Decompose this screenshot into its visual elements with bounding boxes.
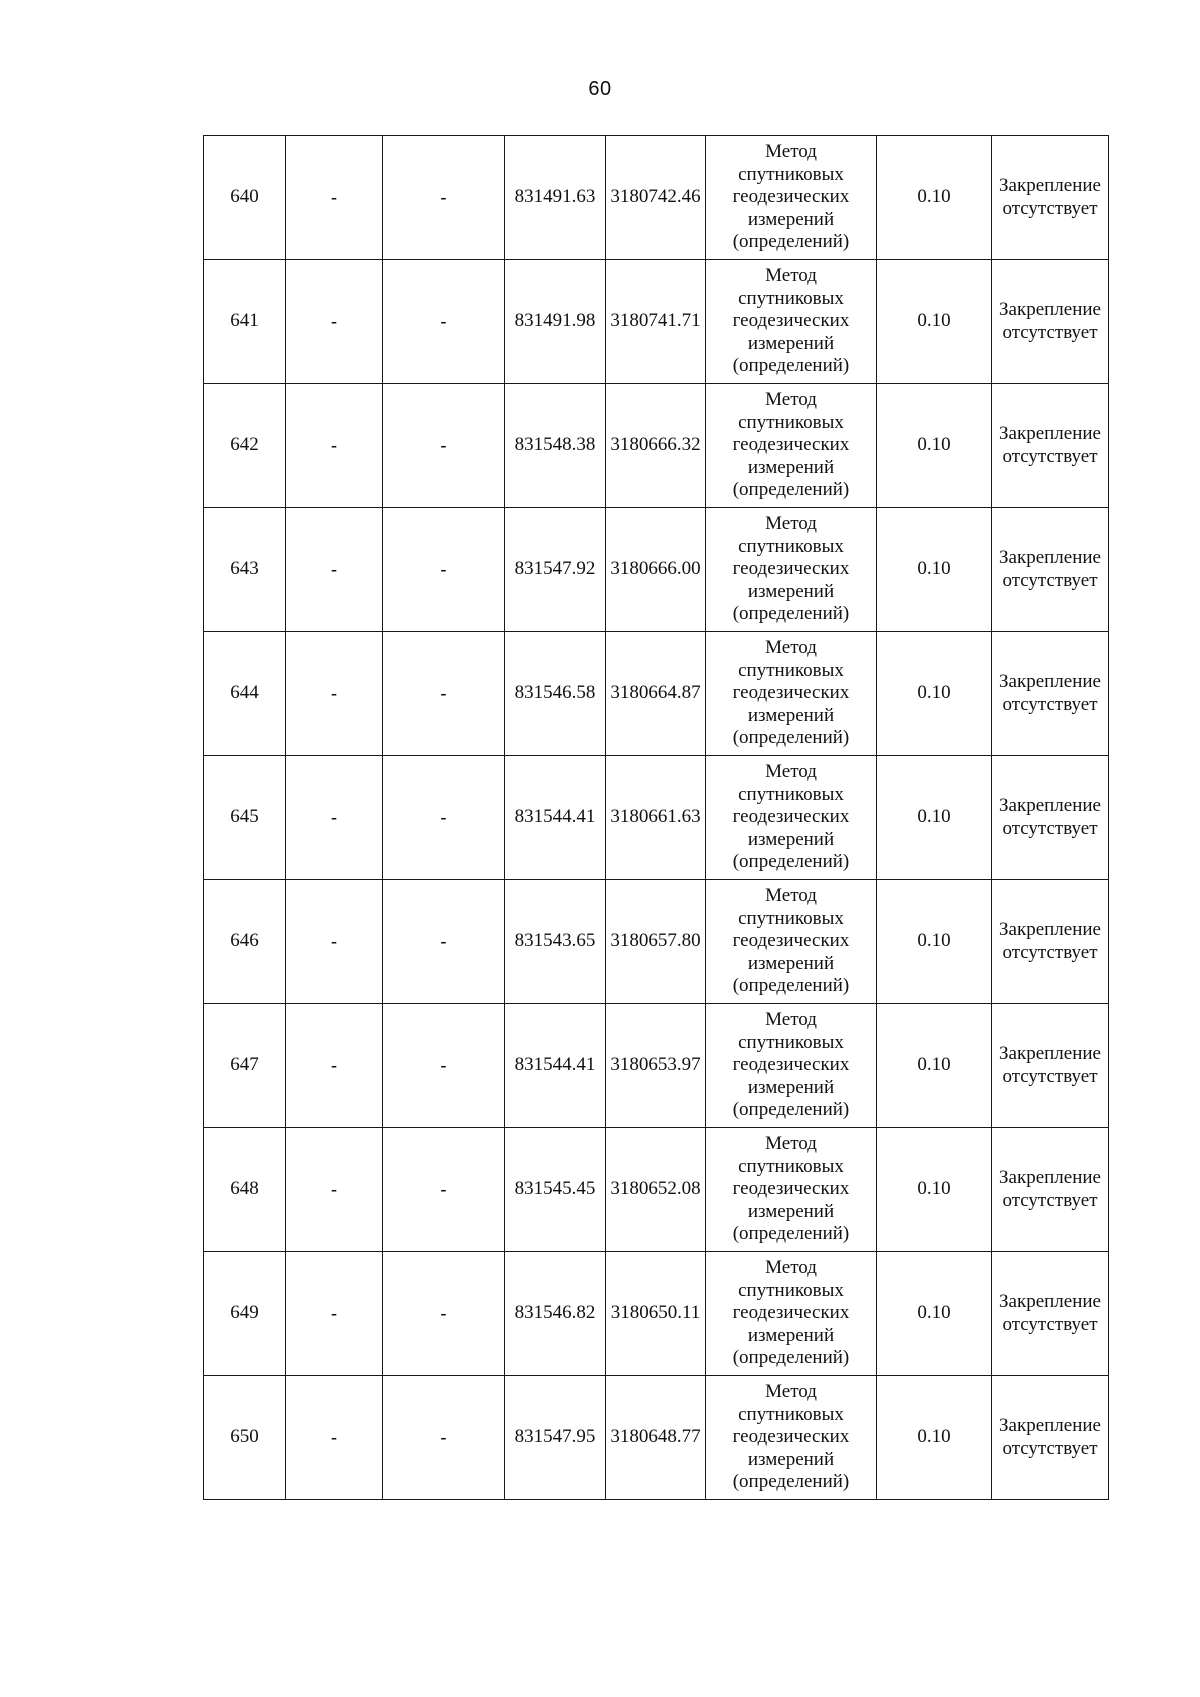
- method-line: измерений: [747, 952, 835, 974]
- x-coordinate-cell: 831491.63: [505, 136, 606, 260]
- fixing-line: Закрепление: [999, 1415, 1101, 1436]
- method-line: (определений): [732, 975, 850, 997]
- method-cell: [706, 136, 877, 260]
- method-line: спутниковых: [738, 1279, 844, 1301]
- table-body: [204, 136, 1109, 1500]
- method-line: (определений): [732, 1099, 850, 1121]
- table-row: [204, 880, 1109, 1004]
- y-coordinate-cell: 3180664.87: [606, 632, 706, 756]
- page-number: 60: [588, 78, 612, 100]
- point-number-cell: 643: [204, 508, 286, 632]
- x-coordinate-cell: 831543.65: [505, 880, 606, 1004]
- method-line: Метод: [765, 141, 817, 163]
- x-coordinate-cell: 831544.41: [505, 1004, 606, 1128]
- fixing-cell: [992, 1376, 1109, 1500]
- x-coordinate-cell: 831546.58: [505, 632, 606, 756]
- accuracy-cell: 0.10: [877, 756, 992, 880]
- method-line: спутниковых: [738, 659, 844, 681]
- method-line: спутниковых: [738, 411, 844, 433]
- method-line: измерений: [747, 704, 835, 726]
- dash-cell-col3: -: [383, 1252, 505, 1376]
- method-line: спутниковых: [738, 783, 844, 805]
- method-line: геодезических: [732, 1054, 850, 1076]
- dash-cell-col2: -: [286, 756, 383, 880]
- method-cell: [706, 1252, 877, 1376]
- method-line: Метод: [765, 389, 817, 411]
- dash-cell-col3: -: [383, 632, 505, 756]
- y-coordinate-cell: 3180661.63: [606, 756, 706, 880]
- method-line: геодезических: [732, 1426, 850, 1448]
- fixing-cell: [992, 1128, 1109, 1252]
- method-line: измерений: [747, 1076, 835, 1098]
- method-line: Метод: [765, 1257, 817, 1279]
- y-coordinate-cell: 3180742.46: [606, 136, 706, 260]
- method-cell: [706, 1128, 877, 1252]
- dash-cell-col2: -: [286, 880, 383, 1004]
- x-coordinate-cell: 831544.41: [505, 756, 606, 880]
- point-number-cell: 640: [204, 136, 286, 260]
- method-line: (определений): [732, 355, 850, 377]
- fixing-line: отсутствует: [1002, 1313, 1098, 1335]
- method-line: геодезических: [732, 1178, 850, 1200]
- y-coordinate-cell: 3180657.80: [606, 880, 706, 1004]
- method-line: Метод: [765, 265, 817, 287]
- accuracy-cell: 0.10: [877, 632, 992, 756]
- fixing-line: Закрепление: [999, 671, 1101, 692]
- accuracy-cell: 0.10: [877, 1252, 992, 1376]
- method-cell: [706, 632, 877, 756]
- fixing-line: Закрепление: [999, 299, 1101, 320]
- table-row: [204, 508, 1109, 632]
- method-line: геодезических: [732, 1302, 850, 1324]
- point-number-cell: 648: [204, 1128, 286, 1252]
- method-line: измерений: [747, 1200, 835, 1222]
- table-row: [204, 1004, 1109, 1128]
- point-number-cell: 649: [204, 1252, 286, 1376]
- fixing-line: отсутствует: [1002, 445, 1098, 467]
- x-coordinate-cell: 831547.92: [505, 508, 606, 632]
- y-coordinate-cell: 3180666.00: [606, 508, 706, 632]
- fixing-cell: [992, 1004, 1109, 1128]
- method-cell: [706, 260, 877, 384]
- method-line: геодезических: [732, 558, 850, 580]
- fixing-line: Закрепление: [999, 1043, 1101, 1064]
- fixing-line: отсутствует: [1002, 693, 1098, 715]
- accuracy-cell: 0.10: [877, 508, 992, 632]
- table-row: [204, 1376, 1109, 1500]
- method-line: Метод: [765, 513, 817, 535]
- table-row: [204, 260, 1109, 384]
- method-line: спутниковых: [738, 535, 844, 557]
- x-coordinate-cell: 831491.98: [505, 260, 606, 384]
- method-line: геодезических: [732, 434, 850, 456]
- dash-cell-col3: -: [383, 136, 505, 260]
- table-row: [204, 756, 1109, 880]
- y-coordinate-cell: 3180741.71: [606, 260, 706, 384]
- fixing-line: отсутствует: [1002, 321, 1098, 343]
- method-line: Метод: [765, 637, 817, 659]
- fixing-line: Закрепление: [999, 1167, 1101, 1188]
- dash-cell-col3: -: [383, 1004, 505, 1128]
- y-coordinate-cell: 3180648.77: [606, 1376, 706, 1500]
- fixing-cell: [992, 632, 1109, 756]
- point-number-cell: 642: [204, 384, 286, 508]
- accuracy-cell: 0.10: [877, 136, 992, 260]
- coordinates-table: [203, 135, 1109, 1500]
- method-line: геодезических: [732, 682, 850, 704]
- point-number-cell: 650: [204, 1376, 286, 1500]
- method-line: спутниковых: [738, 1031, 844, 1053]
- x-coordinate-cell: 831545.45: [505, 1128, 606, 1252]
- method-line: спутниковых: [738, 1403, 844, 1425]
- method-line: измерений: [747, 208, 835, 230]
- method-line: геодезических: [732, 930, 850, 952]
- fixing-line: Закрепление: [999, 1291, 1101, 1312]
- dash-cell-col2: -: [286, 1128, 383, 1252]
- method-line: измерений: [747, 332, 835, 354]
- fixing-line: Закрепление: [999, 175, 1101, 196]
- fixing-line: отсутствует: [1002, 1189, 1098, 1211]
- table-row: [204, 136, 1109, 260]
- accuracy-cell: 0.10: [877, 384, 992, 508]
- accuracy-cell: 0.10: [877, 1376, 992, 1500]
- method-line: (определений): [732, 851, 850, 873]
- method-cell: [706, 508, 877, 632]
- method-line: Метод: [765, 885, 817, 907]
- fixing-cell: [992, 508, 1109, 632]
- fixing-line: отсутствует: [1002, 817, 1098, 839]
- y-coordinate-cell: 3180653.97: [606, 1004, 706, 1128]
- accuracy-cell: 0.10: [877, 1004, 992, 1128]
- method-line: Метод: [765, 1381, 817, 1403]
- table-row: [204, 1128, 1109, 1252]
- dash-cell-col2: -: [286, 1376, 383, 1500]
- dash-cell-col2: -: [286, 632, 383, 756]
- dash-cell-col2: -: [286, 136, 383, 260]
- y-coordinate-cell: 3180650.11: [606, 1252, 706, 1376]
- dash-cell-col2: -: [286, 384, 383, 508]
- method-line: измерений: [747, 456, 835, 478]
- fixing-line: отсутствует: [1002, 1437, 1098, 1459]
- method-line: (определений): [732, 1347, 850, 1369]
- dash-cell-col3: -: [383, 756, 505, 880]
- y-coordinate-cell: 3180666.32: [606, 384, 706, 508]
- method-line: (определений): [732, 603, 850, 625]
- method-cell: [706, 384, 877, 508]
- fixing-line: отсутствует: [1002, 569, 1098, 591]
- method-line: измерений: [747, 828, 835, 850]
- fixing-line: отсутствует: [1002, 197, 1098, 219]
- method-cell: [706, 880, 877, 1004]
- table-row: [204, 1252, 1109, 1376]
- accuracy-cell: 0.10: [877, 1128, 992, 1252]
- fixing-line: отсутствует: [1002, 941, 1098, 963]
- fixing-cell: [992, 1252, 1109, 1376]
- dash-cell-col3: -: [383, 384, 505, 508]
- method-line: (определений): [732, 479, 850, 501]
- method-cell: [706, 756, 877, 880]
- method-line: (определений): [732, 231, 850, 253]
- method-line: геодезических: [732, 310, 850, 332]
- table-row: [204, 384, 1109, 508]
- method-line: Метод: [765, 1009, 817, 1031]
- method-line: измерений: [747, 1448, 835, 1470]
- x-coordinate-cell: 831547.95: [505, 1376, 606, 1500]
- method-cell: [706, 1004, 877, 1128]
- method-line: (определений): [732, 1471, 850, 1493]
- method-line: Метод: [765, 761, 817, 783]
- table-row: [204, 632, 1109, 756]
- dash-cell-col3: -: [383, 260, 505, 384]
- x-coordinate-cell: 831548.38: [505, 384, 606, 508]
- dash-cell-col2: -: [286, 1004, 383, 1128]
- fixing-cell: [992, 384, 1109, 508]
- fixing-line: Закрепление: [999, 795, 1101, 816]
- method-line: спутниковых: [738, 163, 844, 185]
- method-cell: [706, 1376, 877, 1500]
- fixing-line: Закрепление: [999, 547, 1101, 568]
- x-coordinate-cell: 831546.82: [505, 1252, 606, 1376]
- fixing-cell: [992, 260, 1109, 384]
- y-coordinate-cell: 3180652.08: [606, 1128, 706, 1252]
- fixing-line: Закрепление: [999, 919, 1101, 940]
- fixing-cell: [992, 136, 1109, 260]
- accuracy-cell: 0.10: [877, 260, 992, 384]
- fixing-cell: [992, 880, 1109, 1004]
- method-line: Метод: [765, 1133, 817, 1155]
- method-line: спутниковых: [738, 1155, 844, 1177]
- fixing-line: Закрепление: [999, 423, 1101, 444]
- dash-cell-col3: -: [383, 508, 505, 632]
- fixing-cell: [992, 756, 1109, 880]
- method-line: спутниковых: [738, 907, 844, 929]
- point-number-cell: 641: [204, 260, 286, 384]
- dash-cell-col2: -: [286, 1252, 383, 1376]
- point-number-cell: 644: [204, 632, 286, 756]
- fixing-line: отсутствует: [1002, 1065, 1098, 1087]
- dash-cell-col3: -: [383, 880, 505, 1004]
- method-line: геодезических: [732, 186, 850, 208]
- point-number-cell: 647: [204, 1004, 286, 1128]
- dash-cell-col3: -: [383, 1376, 505, 1500]
- point-number-cell: 645: [204, 756, 286, 880]
- method-line: (определений): [732, 1223, 850, 1245]
- dash-cell-col2: -: [286, 508, 383, 632]
- accuracy-cell: 0.10: [877, 880, 992, 1004]
- method-line: (определений): [732, 727, 850, 749]
- method-line: спутниковых: [738, 287, 844, 309]
- dash-cell-col3: -: [383, 1128, 505, 1252]
- method-line: измерений: [747, 580, 835, 602]
- method-line: измерений: [747, 1324, 835, 1346]
- point-number-cell: 646: [204, 880, 286, 1004]
- method-line: геодезических: [732, 806, 850, 828]
- dash-cell-col2: -: [286, 260, 383, 384]
